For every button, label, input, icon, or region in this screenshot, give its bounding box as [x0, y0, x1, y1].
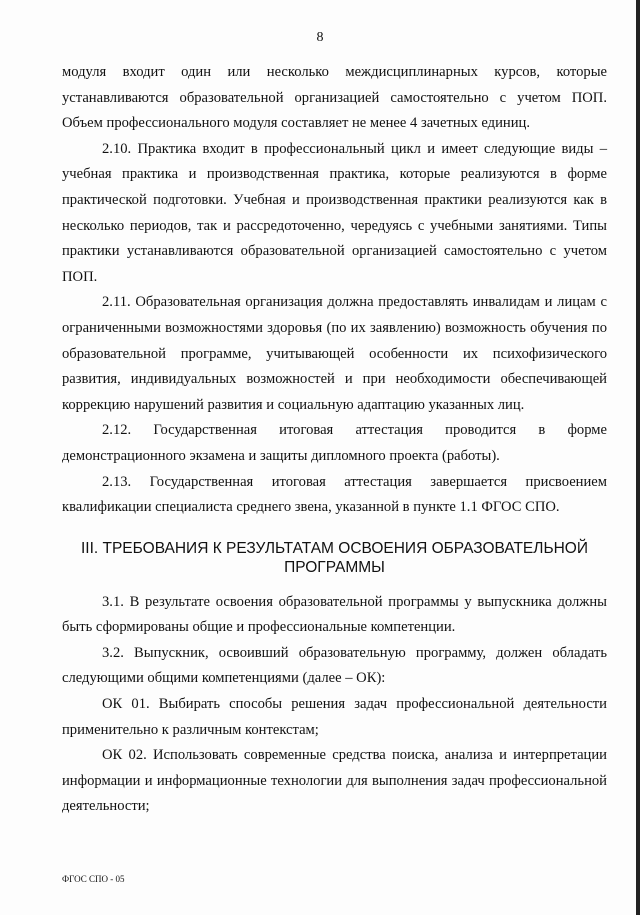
document-body [62, 60, 607, 820]
section-heading: III. ТРЕБОВАНИЯ К РЕЗУЛЬТАТАМ ОСВОЕНИЯ ОБРАЗОВАТЕЛЬНОЙ ПРОГРАММЫ [80, 539, 589, 576]
paragraph-2-10: 2.10. Практика входит в профессиональный цикл и имеет следующие виды – учебная практика и производственная практика, которые реализуются в форме практической подготовки. Учебная и производственная практики реализуются как в несколько периодов, так и рассредоточенно, чередуясь с учебными занятиями. Типы практики устанавливаются образовательной организацией самостоятельно с учетом ПОП. [62, 140, 607, 285]
paragraph-2-13: 2.13. Государственная итоговая аттестация завершается присвоением квалификации специалиста среднего звена, указанной в пункте 1.1 ФГОС СПО. [62, 473, 607, 516]
page-number: 8 [316, 30, 324, 45]
paragraph-3-1: 3.1. В результате освоения образовательной программы у выпускника должны быть сформированы общие и профессиональные компетенции. [62, 593, 607, 636]
paragraph-ok-01: ОК 01. Выбирать способы решения задач профессиональной деятельности применительно к различным контекстам; [62, 696, 607, 738]
paragraph-2-12: 2.12. Государственная итоговая аттестация проводится в форме демонстрационного экзамена и защиты дипломного проекта (работы). [62, 422, 607, 464]
paragraph-ok-02: ОК 02. Использовать современные средства поиска, анализа и интерпретации информации и информационные технологии для выполнения задач профессиональной деятельности; [62, 747, 607, 815]
scan-edge [636, 0, 640, 915]
paragraph-2-11: 2.11. Образовательная организация должна предоставлять инвалидам и лицам с ограниченными возможностями здоровья (по их заявлению) возможность обучения по образовательной программе, учитывающей особенности их психофизического развития, индивидуальных возможностей и при необходимости обеспечивающей коррекцию нарушений развития и социальную адаптацию указанных лиц. [62, 294, 607, 413]
paragraph-module-continuation: модуля входит один или несколько междисциплинарных курсов, которые устанавливаются образовательной организацией самостоятельно с учетом ПОП. Объем профессионального модуля составляет не менее 4 зачетных единиц. [62, 64, 607, 132]
footer-code: ФГОС СПО - 05 [62, 874, 125, 884]
paragraph-3-2: 3.2. Выпускник, освоивший образовательную программу, должен обладать следующими общими компетенциями (далее – ОК): [62, 644, 607, 687]
